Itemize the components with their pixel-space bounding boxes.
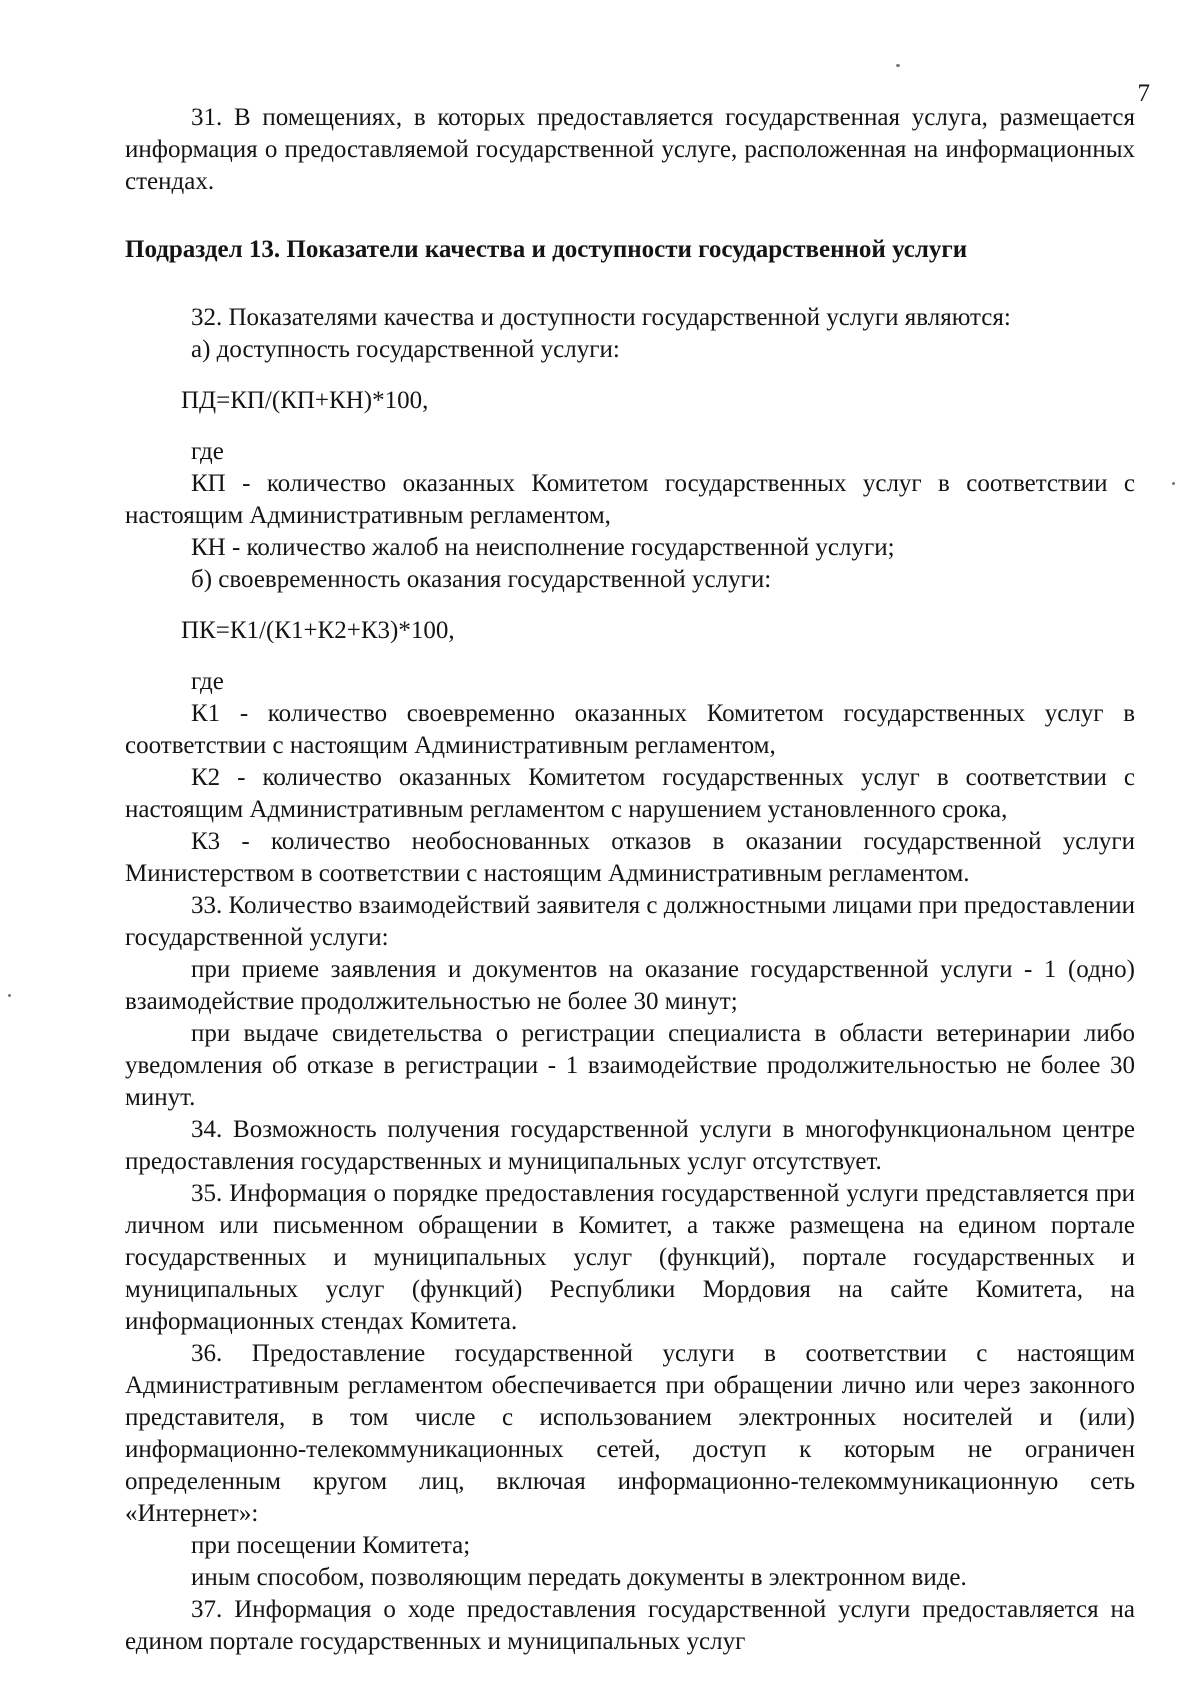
formula-pd: ПД=КП/(КП+КН)*100, <box>181 387 429 414</box>
item-a: а) доступность государственной услуги: <box>191 336 620 363</box>
document-body <box>125 102 1135 1658</box>
where-label: где <box>191 668 224 695</box>
interaction-issuance: при выдаче свидетельства о регистрации специалиста в области ветеринарии либо уведомления об отказе в регистрации - 1 взаимодействие продолжительностью не более 30 минут. <box>125 1020 1135 1111</box>
option-visit: при посещении Комитета; <box>191 1532 471 1559</box>
paragraph-36: 36. Предоставление государственной услуги в соответствии с настоящим Административным регламентом обеспечивается при обращении лично или через законного представителя, в том числе с использованием электронных носителей и (или) информационно-телекоммуникационных сетей, доступ к которым не ограничен определенным кругом лиц, включая информационно-телекоммуникационную сеть «Интернет»: <box>125 1340 1135 1527</box>
paragraph-34: 34. Возможность получения государственной услуги в многофункциональном центре предоставления государственных и муниципальных услуг отсутствует. <box>125 1116 1135 1175</box>
definition-kp: КП - количество оказанных Комитетом государственных услуг в соответствии с настоящим Административным регламентом, <box>125 470 1135 529</box>
definition-kn: КН - количество жалоб на неисполнение государственной услуги; <box>191 534 895 561</box>
subsection-heading: Подраздел 13. Показатели качества и доступности государственной услуги <box>125 236 968 263</box>
paragraph-33: 33. Количество взаимодействий заявителя с должностными лицами при предоставлении государственной услуги: <box>125 892 1135 951</box>
scan-speck <box>896 64 900 67</box>
scan-speck <box>1172 482 1175 485</box>
item-b: б) своевременность оказания государственной услуги: <box>191 566 772 593</box>
paragraph-31: 31. В помещениях, в которых предоставляется государственная услуга, размещается информация о предоставляемой государственной услуге, расположенная на информационных стендах. <box>125 104 1135 195</box>
paragraph-35: 35. Информация о порядке предоставления государственной услуги представляется при личном или письменном обращении в Комитет, а также размещена на едином портале государственных и муниципальных услуг (функций), портале государственных и муниципальных услуг (функций) Республики Мордовия на сайте Комитета, на информационных стендах Комитета. <box>125 1180 1135 1335</box>
paragraph-32: 32. Показателями качества и доступности государственной услуги являются: <box>191 304 1011 331</box>
where-label: где <box>191 438 224 465</box>
paragraph-37: 37. Информация о ходе предоставления государственной услуги предоставляется на едином портале государственных и муниципальных услуг <box>125 1596 1135 1655</box>
definition-k2: К2 - количество оказанных Комитетом государственных услуг в соответствии с настоящим Административным регламентом с нарушением установленного срока, <box>125 764 1135 823</box>
formula-pk: ПК=К1/(К1+К2+К3)*100, <box>181 617 455 644</box>
option-electronic: иным способом, позволяющим передать документы в электронном виде. <box>191 1564 967 1591</box>
scan-speck <box>8 994 11 997</box>
definition-k1: К1 - количество своевременно оказанных Комитетом государственных услуг в соответствии с настоящим Административным регламентом, <box>125 700 1135 759</box>
definition-k3: К3 - количество необоснованных отказов в оказании государственной услуги Министерством в соответствии с настоящим Административным регламентом. <box>125 828 1135 887</box>
page-number: 7 <box>1137 80 1150 107</box>
interaction-reception: при приеме заявления и документов на оказание государственной услуги - 1 (одно) взаимодействие продолжительностью не более 30 минут; <box>125 956 1135 1015</box>
